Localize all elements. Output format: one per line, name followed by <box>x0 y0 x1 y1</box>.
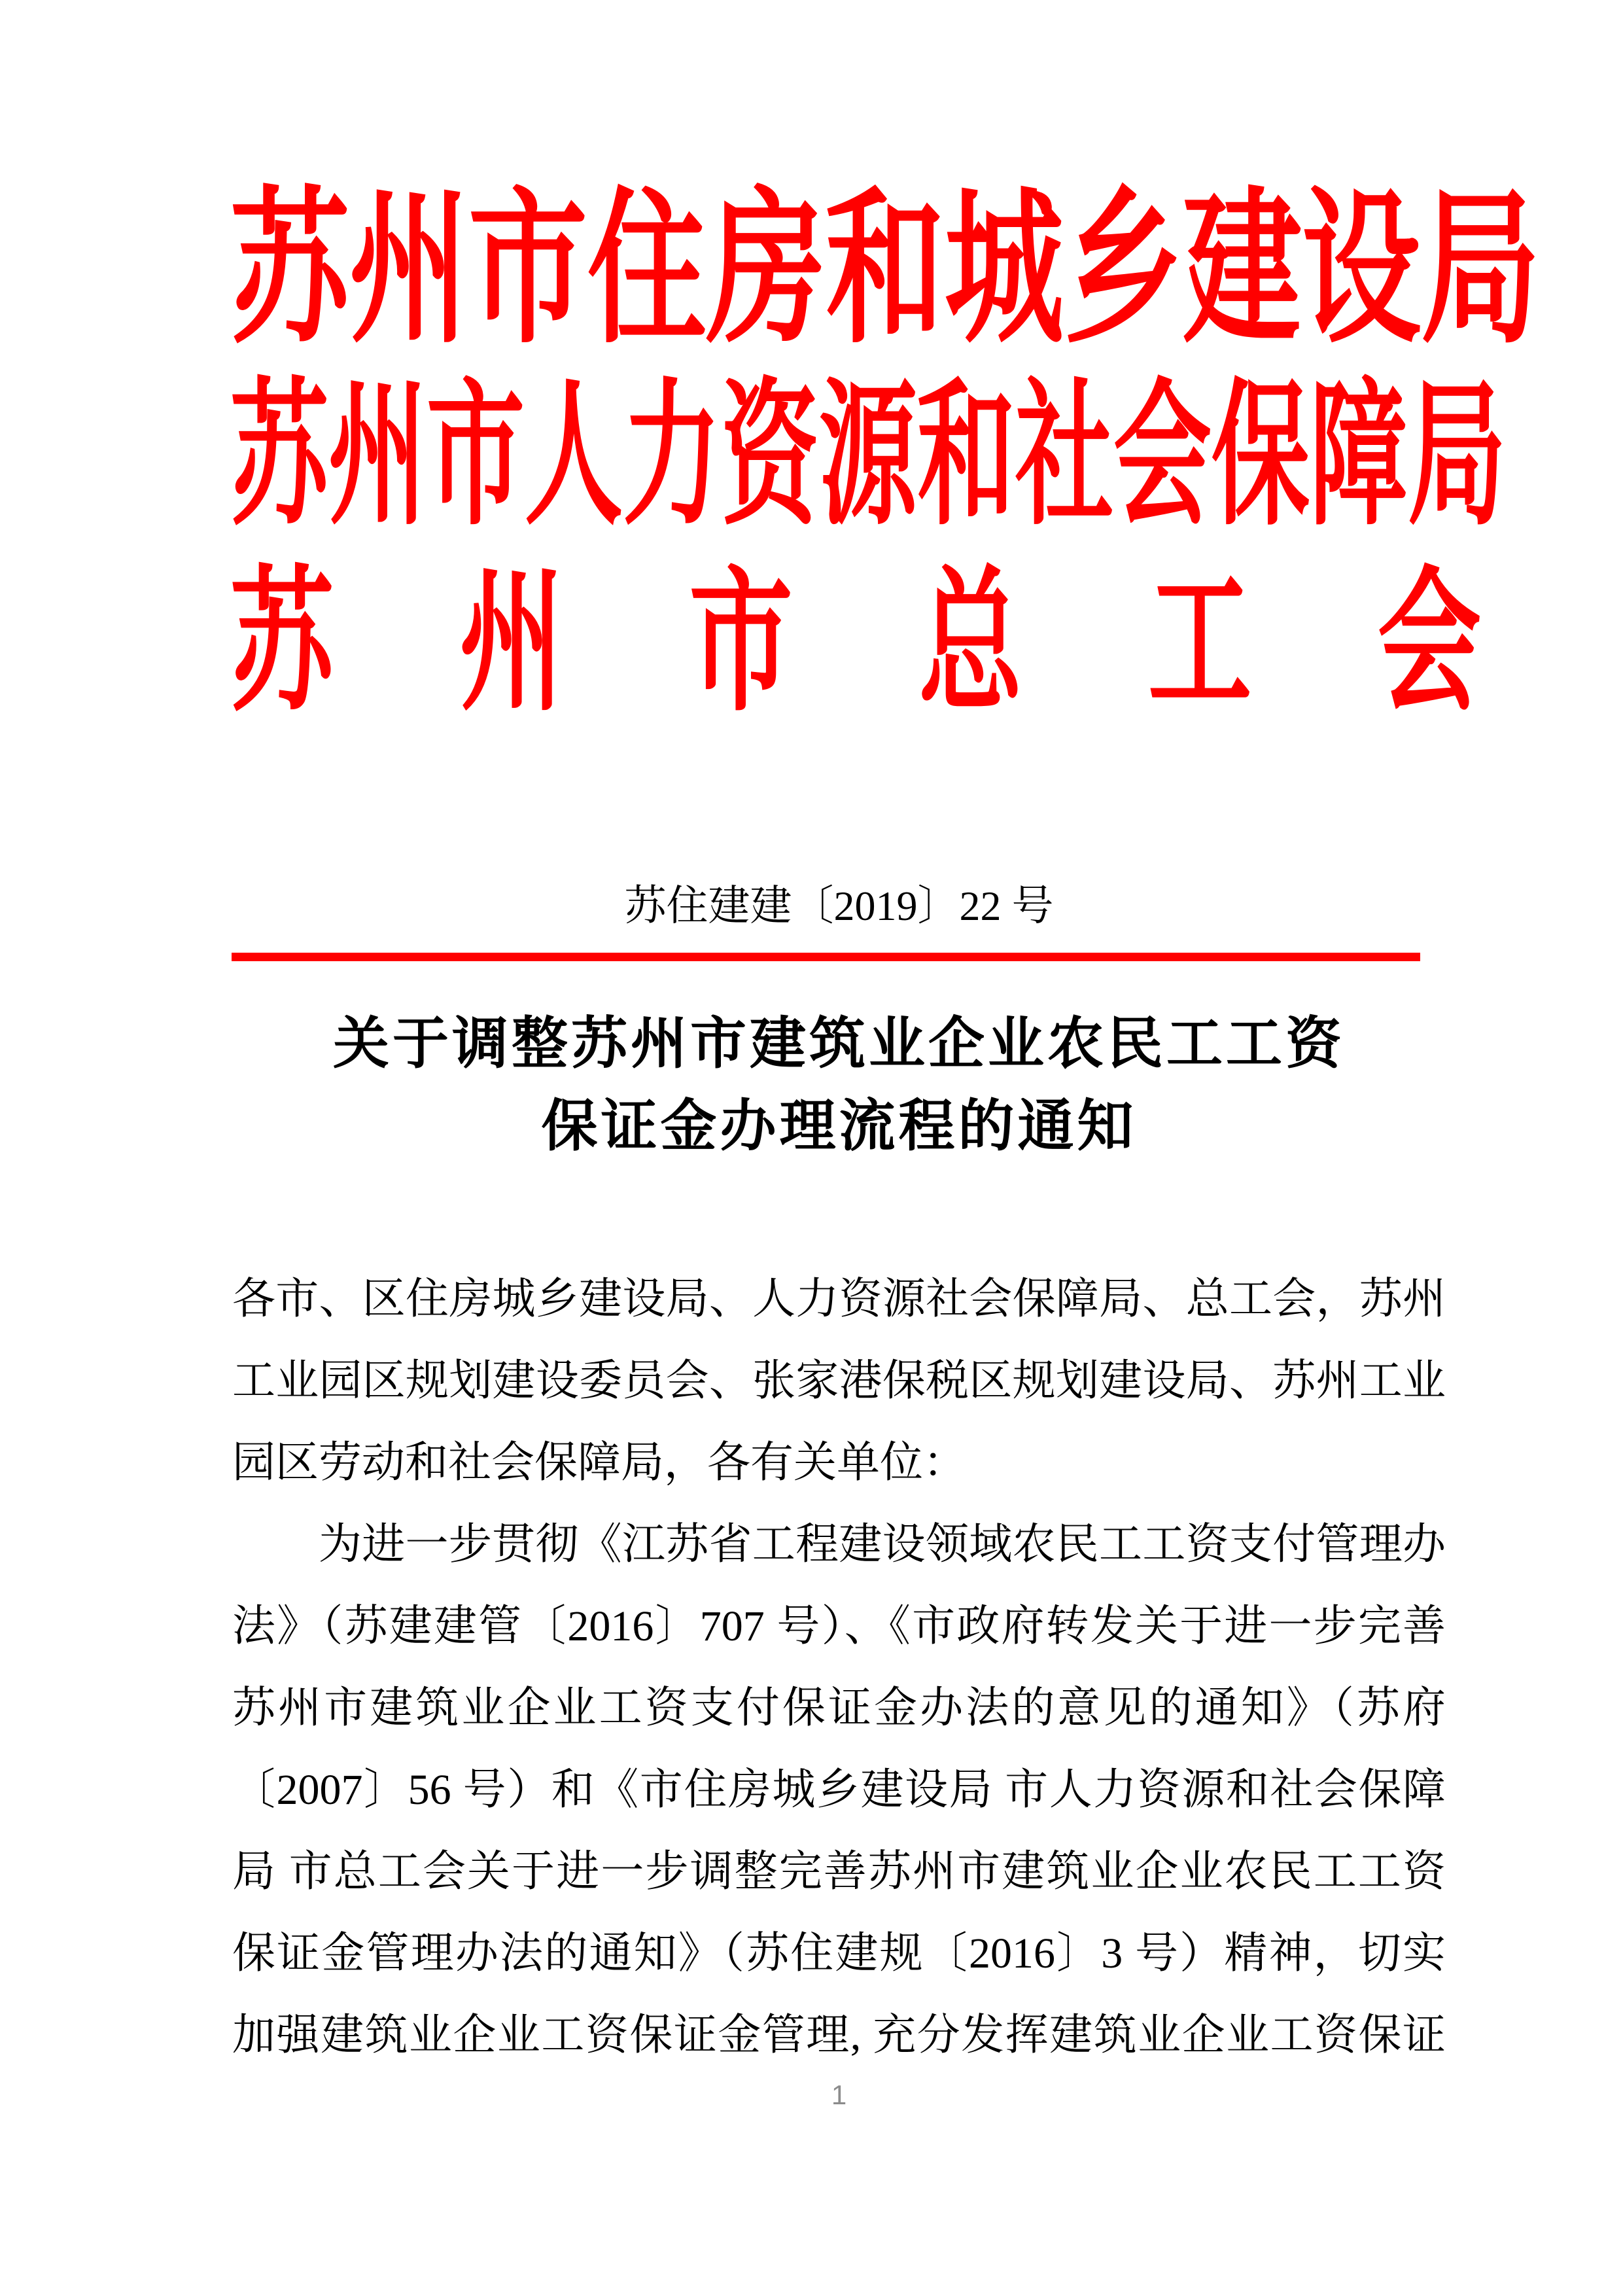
letterhead-line-2: 苏州市人力资源和社会保障局 <box>230 370 1507 544</box>
document-title-line-2: 保证金办理流程的通知 <box>541 1095 1137 1157</box>
body-line: 〔2007〕56 号）和《市住房城乡建设局 市人力资源和社会保障 <box>232 1766 1446 1814</box>
page-number: 1 <box>831 2079 847 2110</box>
document-title-line-1: 关于调整苏州市建筑业企业农民工工资 <box>333 1012 1345 1075</box>
letterhead <box>230 178 1540 737</box>
letterhead-line-1: 苏州市住房和城乡建设局 <box>230 179 1540 364</box>
body-line: 为进一步贯彻《江苏省工程建设领域农民工工资支付管理办 <box>319 1521 1446 1568</box>
body-line: 保证金管理办法的通知》（苏住建规〔2016〕3 号）精神，切实 <box>232 1930 1446 1977</box>
body-line: 园区劳动和社会保障局，各有关单位： <box>232 1439 966 1487</box>
document-number: 苏住建建〔2019〕22 号 <box>624 883 1054 929</box>
body-line: 各市、区住房城乡建设局、人力资源社会保障局、总工会，苏州 <box>232 1275 1446 1323</box>
document-body <box>232 1258 1446 2076</box>
body-line: 加强建筑业企业工资保证金管理, 充分发挥建筑业企业工资保证 <box>232 2011 1446 2059</box>
document-title <box>232 1002 1446 1167</box>
red-separator-line <box>232 953 1420 961</box>
letterhead-line-3: 苏州市总工会 <box>230 558 1481 730</box>
body-line: 工业园区规划建设委员会、张家港保税区规划建设局、苏州工业 <box>232 1357 1446 1405</box>
body-line: 局 市总工会关于进一步调整完善苏州市建筑业企业农民工工资 <box>232 1848 1446 1896</box>
body-line: 苏州市建筑业企业工资支付保证金办法的意见的通知》（苏府 <box>232 1684 1446 1732</box>
body-line: 法》（苏建建管〔2016〕707 号）、《市政府转发关于进一步完善 <box>232 1602 1446 1650</box>
